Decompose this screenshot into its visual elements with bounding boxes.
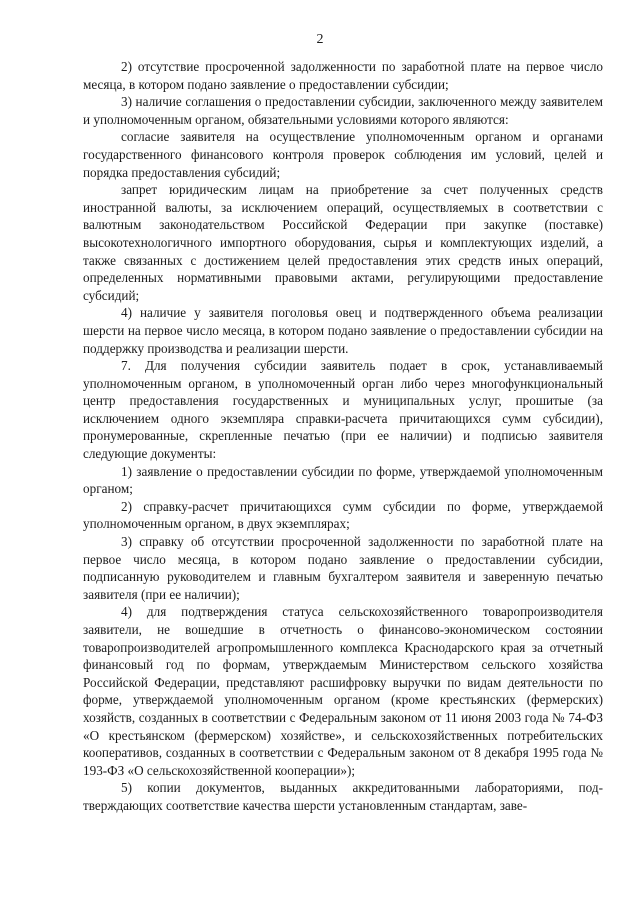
paragraph-section-7: 7. Для получения субсидии заявитель подает в срок, устанавливаемый уполномоченным органом, в уполномоченный орган либо через многофункциональный центр предоставления государственных и муниципальных услуг, прошитые (за исключением одного экземпляра справки-расчета причитающихся сумм субсидии), пронумерованные, скрепленные печатью (при ее наличии) и подписью заявителя следующие документы: — [83, 358, 603, 462]
paragraph-consent-inspection: согласие заявителя на осуществление уполномоченным органом и органами государственного финансового контроля проверок соблюдения им условий, целей и порядка предоставления субсидий; — [83, 129, 603, 180]
paragraph-doc-4-status: 4) для подтверждения статуса сельскохозяйственного товаропроизводителя заявители, не вошедшие в отчетность о финансово-экономическом состоянии товаропроизводителей агропромышленного комплекса Краснодарского края за отчетный финансовый год по формам, утверждаемым Министерством сельского хозяйства Российской Федерации, представляют расшифровку выручки по видам деятельности по форме, утверждаемой уполномоченным органом (кроме крестьянских (фермерских) хозяйств, созданных в соответствии с Федеральным законом от 11 июня 2003 года № 74-ФЗ «О крестьянском (фермерском) хозяйстве», и сельскохозяйственных потребительских кооперативов, созданных в соответствии с Федеральным законом от 8 декабря 1995 года № 193-ФЗ «О сельскохозяйственной кооперации»); — [83, 604, 603, 778]
page-number: 2 — [316, 32, 324, 47]
paragraph-item-3-agreement: 3) наличие соглашения о предоставлении субсидии, заключенного между заявителем и уполномоченным органом, обязательными условиями которого являются: — [83, 94, 603, 127]
paragraph-item-4-sheep: 4) наличие у заявителя поголовья овец и подтвержденного объема реализации шерсти на первое число месяца, в котором подано заявление о предоставлении субсидии на поддержку производства и реализации шерсти. — [83, 305, 603, 356]
paragraph-doc-1-application: 1) заявление о предоставлении субсидии по форме, утверждаемой уполномоченным органом; — [83, 463, 603, 497]
paragraph-doc-3-certificate: 3) справку об отсутствии просроченной задолженности по заработной плате на первое число месяца, в котором подано заявление о предоставлении субсидии, подписанную руководителем и главным бухгалтером заявителя и заверенную печатью заявителя (при ее наличии); — [83, 534, 603, 602]
paragraph-currency-ban: запрет юридическим лицам на приобретение за счет полученных средств иностранной валюты, за исключением операций, осуществляемых в соответствии с валютным законодательством Российской Федерации при закупке (поставке) высокотехнологичного импортного оборудования, сырья и комплектующих изделий, а также связанных с достижением целей предоставления этих средств иных операций, определенных нормативными правовыми актами, регулирующими предоставление субсидий; — [83, 182, 603, 303]
document-body — [83, 58, 603, 815]
paragraph-doc-5-lab-copies: 5) копии документов, выданных аккредитованными лабораториями, подтверждающих соответствие качества шерсти установленным стандартам, заве- — [83, 780, 603, 813]
paragraph-doc-2-calculation: 2) справку-расчет причитающихся сумм субсидии по форме, утверждаемой уполномоченным органом, в двух экземплярах; — [83, 498, 603, 532]
paragraph-item-2-arrears: 2) отсутствие просроченной задолженности по заработной плате на первое число месяца, в котором подано заявление о предоставлении субсидии; — [83, 59, 603, 92]
